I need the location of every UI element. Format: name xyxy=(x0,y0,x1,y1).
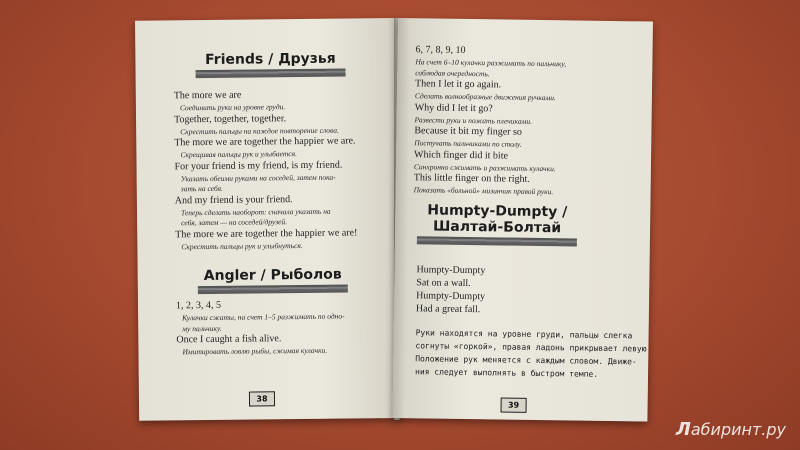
instruction-line: себя, затем — на соседей/друзей. xyxy=(181,217,288,228)
instruction-line: Соединить руки на уровне груди. xyxy=(179,102,286,113)
page-number-38: 38 xyxy=(249,391,275,406)
verse-line: 6, 7, 8, 9, 10 xyxy=(415,44,466,56)
verse-line: Why did I let it go? xyxy=(414,101,493,114)
instruction-line: На счет 6–10 кулачки разжимать по пальчику, xyxy=(415,57,567,69)
verse-line: Which finger did it bite xyxy=(414,148,509,162)
angler-continuation-lines xyxy=(398,18,653,197)
angler-heading-block xyxy=(198,267,348,295)
humpty-heading-block xyxy=(417,202,578,246)
verse-line: Because it bit my finger so xyxy=(414,125,522,138)
heading-underline xyxy=(417,236,577,246)
verse-line: The more we are together the happier we are! xyxy=(175,226,358,240)
instruction-line: Сделать волнообразные движения ручками. xyxy=(414,91,557,103)
verse-line: And my friend is your friend. xyxy=(174,193,293,206)
instruction-line: Скрестить пальцы рук и улыбнуться. xyxy=(181,240,303,251)
description-line: согнуты «горкой», правая ладонь прикрывает левую. xyxy=(415,341,652,354)
verse-line: The more we are together the happier we are. xyxy=(174,135,356,149)
instruction-line: му пальчику. xyxy=(182,323,222,333)
verse-line: Once I caught a fish alive. xyxy=(176,333,282,346)
instruction-line: Кулачки сжаты, на счет 1–5 разжимать по одно- xyxy=(182,311,345,323)
open-book xyxy=(120,18,660,430)
instruction-line: Скрестить пальцы на каждое повторение слова. xyxy=(180,125,339,136)
instruction-line: Имитировать ловлю рыбы, сжимая кулачки. xyxy=(182,345,328,357)
verse-line: Sat on a wall. xyxy=(416,277,471,290)
angler-title: Angler / Рыболов xyxy=(203,266,342,285)
description-line: Руки находятся на уровне груди, пальцы слегка xyxy=(415,328,633,341)
verse-line: Then I let it go again. xyxy=(415,78,502,91)
humpty-title-line1: Humpty-Dumpty / xyxy=(427,202,568,221)
instruction-line: Развести руки и пожать плечиками. xyxy=(414,114,533,126)
right-page xyxy=(392,18,653,422)
description-line: ния следует выполнять в быстром темпе. xyxy=(414,367,599,379)
heading-underline xyxy=(198,285,348,295)
page-number-39: 39 xyxy=(501,397,527,412)
instruction-line: Синхронно сжимать и разжимать кулачки. xyxy=(413,161,556,173)
verse-line: Humpty-Dumpty xyxy=(416,264,486,277)
verse-line: Humpty-Dumpty xyxy=(416,290,486,303)
verse-line: The more we are xyxy=(173,89,242,102)
labirint-logo: Л xyxy=(675,419,691,440)
instruction-line: Теперь сделать наоборот: сначала указать на xyxy=(180,206,331,217)
verse-line: 1, 2, 3, 4, 5 xyxy=(175,299,222,312)
instruction-line: Скрещивая пальцы рук и улыбается. xyxy=(180,149,297,160)
watermark-text: абиринт.ру xyxy=(690,420,786,439)
verse-line: For your friend is my friend, is my friend. xyxy=(174,159,343,172)
verse-line: Together, together, together. xyxy=(173,112,287,125)
verse-line: Had a great fall. xyxy=(415,303,481,316)
instruction-line: соблюдая очередность. xyxy=(415,67,490,78)
description-line: Положение рук меняется с каждым словом. Движе- xyxy=(415,354,637,367)
labirint-watermark xyxy=(676,419,786,440)
humpty-title-line2: Шалтай-Болтай xyxy=(432,218,562,237)
friends-heading-block xyxy=(195,51,345,79)
instruction-line: Указать обеими руками на соседей, затем пока- xyxy=(180,172,336,183)
instruction-line: Постучать пальчиками по столу. xyxy=(414,138,522,149)
verse-line: This little finger on the right. xyxy=(413,172,530,185)
friends-title: Friends / Друзья xyxy=(205,50,336,69)
instruction-line: Показать «больной» мизинчик правой руки. xyxy=(413,185,554,197)
instruction-line: зать на себя. xyxy=(180,183,223,194)
left-page xyxy=(135,18,401,421)
heading-underline xyxy=(196,69,346,79)
